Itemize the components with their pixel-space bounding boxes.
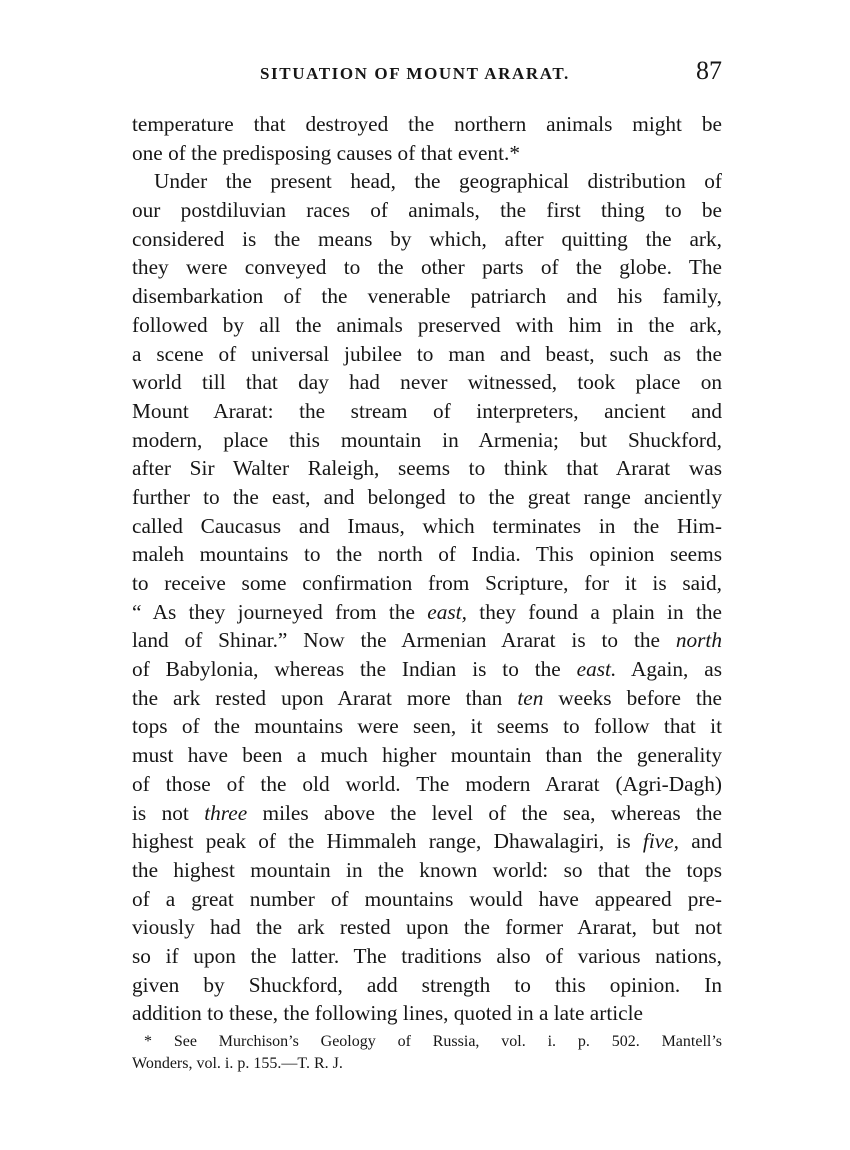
running-title: SITUATION OF MOUNT ARARAT. bbox=[260, 64, 570, 83]
text-line bbox=[132, 569, 722, 598]
text-line bbox=[132, 253, 722, 282]
text-run: our postdiluvian races of animals, the first thing to be bbox=[132, 198, 722, 223]
text-run: of a great number of mountains would have appeared pre- bbox=[132, 886, 722, 911]
italic-text: east, bbox=[427, 599, 467, 624]
text-run: called Caucasus and Imaus, which terminates in the Him- bbox=[132, 513, 722, 538]
text-line bbox=[132, 540, 722, 569]
text-run: highest peak of the Himmaleh range, Dhawalagiri, is bbox=[132, 829, 643, 854]
text-run: maleh mountains to the north of India. This opinion seems bbox=[132, 542, 722, 567]
text-run: further to the east, and belonged to the great range anciently bbox=[132, 484, 722, 509]
text-line bbox=[132, 885, 722, 914]
text-run: Again, as bbox=[616, 657, 722, 682]
text-line bbox=[132, 827, 722, 856]
text-run: so if upon the latter. The traditions also of various nations, bbox=[132, 943, 722, 968]
text-line bbox=[132, 225, 722, 254]
text-run: the ark rested upon Ararat more than bbox=[132, 685, 518, 710]
footnote-line: * See Murchison’s Geology of Russia, vol. i. p. 502. Mantell’s bbox=[144, 1033, 722, 1050]
text-line bbox=[132, 971, 722, 1000]
text-run: must have been a much higher mountain than the generality bbox=[132, 743, 722, 768]
text-run: weeks before the bbox=[543, 685, 722, 710]
body-text bbox=[132, 110, 722, 1028]
italic-text: east. bbox=[576, 657, 617, 682]
text-line bbox=[132, 684, 722, 713]
italic-text: three bbox=[204, 800, 248, 825]
text-run: one of the predisposing causes of that event.* bbox=[132, 140, 520, 165]
text-line bbox=[132, 512, 722, 541]
text-line bbox=[132, 110, 722, 139]
text-line bbox=[132, 340, 722, 369]
text-line bbox=[132, 454, 722, 483]
text-line bbox=[132, 741, 722, 770]
text-run: of Babylonia, whereas the Indian is to the bbox=[132, 657, 577, 682]
italic-text: north bbox=[675, 628, 722, 653]
text-run: to receive some confirmation from Scripture, for it is said, bbox=[132, 571, 722, 595]
text-run: tops of the mountains were seen, it seems to follow that it bbox=[132, 714, 722, 739]
text-line bbox=[132, 712, 722, 741]
text-line bbox=[132, 483, 722, 512]
text-run: and bbox=[678, 829, 722, 854]
text-run: followed by all the animals preserved with him in the ark, bbox=[132, 312, 722, 337]
text-run: a scene of universal jubilee to man and beast, such as the bbox=[132, 341, 722, 366]
text-run: Under the present head, the geographical distribution of bbox=[154, 169, 722, 194]
running-head bbox=[132, 56, 722, 90]
text-run: “ As they journeyed from the bbox=[132, 599, 428, 624]
text-line bbox=[132, 999, 722, 1028]
text-run: after Sir Walter Raleigh, seems to think that Ararat was bbox=[132, 456, 722, 481]
text-line bbox=[132, 311, 722, 340]
text-run: of those of the old world. The modern Ararat (Agri-Dagh) bbox=[132, 771, 722, 796]
text-line bbox=[132, 139, 722, 168]
text-line bbox=[132, 598, 722, 627]
text-line bbox=[132, 655, 722, 684]
text-run: modern, place this mountain in Armenia; but Shuckford, bbox=[132, 427, 722, 452]
text-line bbox=[132, 856, 722, 885]
italic-text: five, bbox=[642, 829, 679, 854]
text-line bbox=[132, 942, 722, 971]
text-run: is not bbox=[132, 800, 205, 825]
text-run: viously had the ark rested upon the former Ararat, but not bbox=[132, 915, 722, 940]
text-line bbox=[132, 167, 722, 196]
text-line bbox=[132, 626, 722, 655]
text-line bbox=[132, 196, 722, 225]
footnote-line: Wonders, vol. i. p. 155.—T. R. J. bbox=[132, 1055, 343, 1072]
text-line bbox=[132, 799, 722, 828]
text-run: world till that day had never witnessed, took place on bbox=[132, 370, 722, 395]
text-line bbox=[132, 913, 722, 942]
text-run: considered is the means by which, after quitting the ark, bbox=[132, 226, 722, 251]
text-run: temperature that destroyed the northern animals might be bbox=[132, 112, 722, 136]
text-run: land of Shinar.” Now the Armenian Ararat is to the bbox=[132, 628, 676, 653]
text-run: addition to these, the following lines, quoted in a late article bbox=[132, 1001, 643, 1026]
text-run: they found a plain in the bbox=[466, 599, 722, 624]
text-run: miles above the level of the sea, whereas the bbox=[247, 800, 723, 825]
text-line bbox=[132, 426, 722, 455]
text-line bbox=[132, 397, 722, 426]
text-run: disembarkation of the venerable patriarch and his family, bbox=[132, 284, 722, 309]
text-run: they were conveyed to the other parts of the globe. The bbox=[132, 255, 722, 280]
text-line bbox=[132, 368, 722, 397]
italic-text: ten bbox=[517, 685, 544, 710]
text-run: Mount Ararat: the stream of interpreters, ancient and bbox=[132, 398, 722, 423]
text-run: given by Shuckford, add strength to this opinion. In bbox=[132, 972, 722, 997]
text-line bbox=[132, 282, 722, 311]
footnote bbox=[132, 1031, 722, 1075]
text-run: the highest mountain in the known world: so that the tops bbox=[132, 857, 722, 882]
text-line bbox=[132, 770, 722, 799]
page-number: 87 bbox=[696, 56, 722, 85]
